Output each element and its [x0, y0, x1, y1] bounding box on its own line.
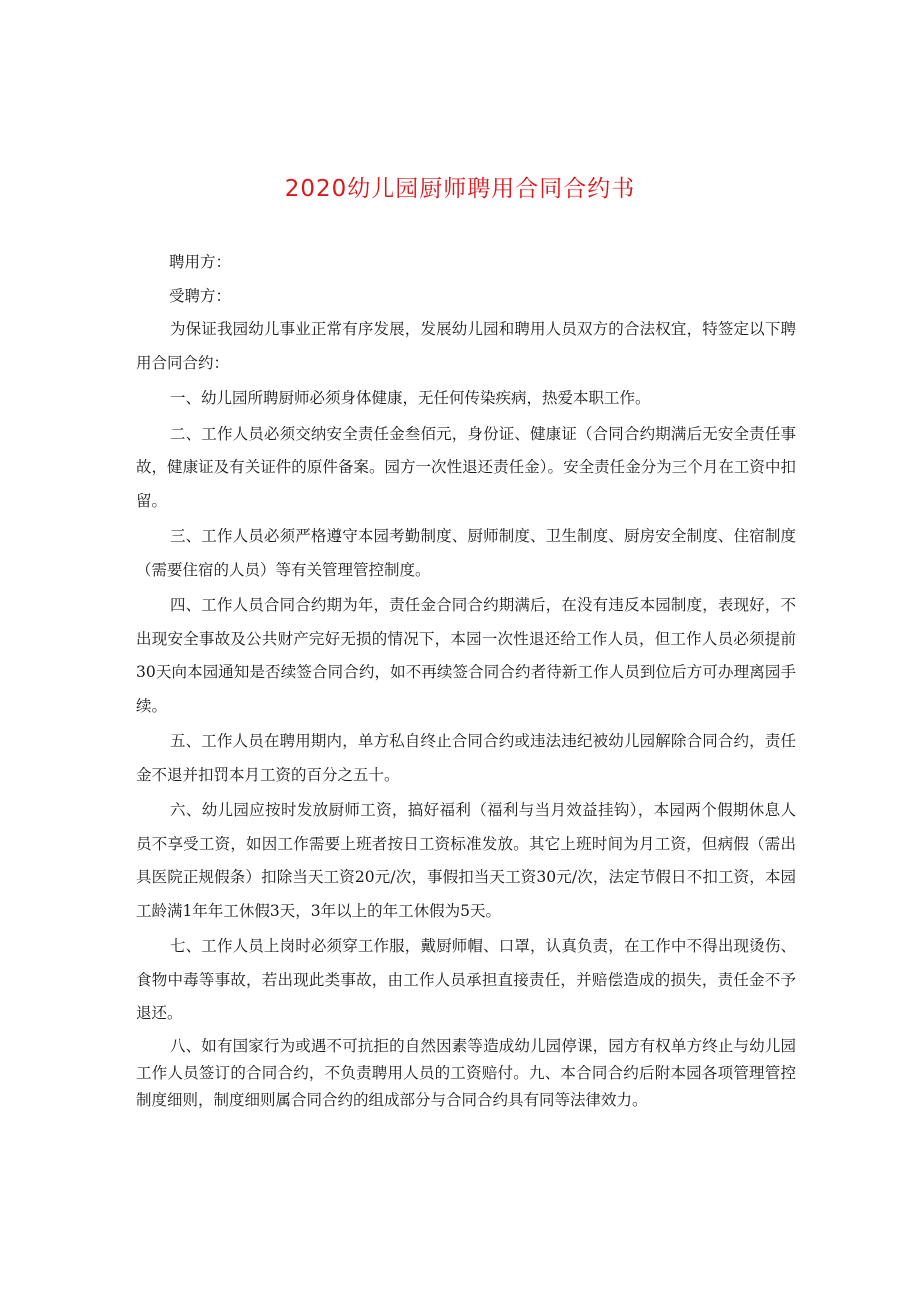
employer-label: 聘用方：: [169, 253, 232, 271]
clause-3: 三、工作人员必须严格遵守本园考勤制度、厨师制度、卫生制度、厨房安全制度、住宿制度（需要住宿的人员）等有关管理管控制度。: [136, 527, 796, 579]
clause-2: 二、工作人员必须交纳安全责任金叁佰元，身份证、健康证（合同合约期满后无安全责任事故，健康证及有关证件的原件备案。园方一次性退还责任金）。安全责任金分为三个月在工资中扣留。: [136, 424, 796, 510]
clause-8-9: 八、如有国家行为或遇不可抗拒的自然因素等造成幼儿园停课，园方有权单方终止与幼儿园工作人员签订的合同合约，不负责聘用人员的工资赔付。九、本合同合约后附本园各项管理管控制度细则，制度细则属合同合约的组成部分与合同合约具有同等法律效力。: [136, 1036, 796, 1109]
clause-6: 六、幼儿园应按时发放厨师工资，搞好福利（福利与当月效益挂钩），本园两个假期休息人员不享受工资，如因工作需要上班者按日工资标准发放。其它上班时间为月工资，但病假（需出具医院正规假条）扣除当天工资20元/次，事假扣当天工资30元/次，法定节假日不扣工资，本园工龄满1年年工休假3天，3年以上的年工休假为5天。: [136, 801, 796, 920]
clause-7: 七、工作人员上岗时必须穿工作服，戴厨师帽、口罩，认真负责，在工作中不得出现烫伤、食物中毒等事故，若出现此类事故，由工作人员承担直接责任，并赔偿造成的损失，责任金不予退还。: [136, 937, 796, 1022]
employee-label: 受聘方：: [169, 286, 232, 305]
clause-4: 四、工作人员合同合约期为年，责任金合同合约期满后，在没有违反本园制度，表现好，不出现安全事故及公共财产完好无损的情况下，本园一次性退还给工作人员，但工作人员必须提前30天向本园通知是否续签合同合约，如不再续签合同合约者待新工作人员到位后方可办理离园手续。: [136, 596, 796, 715]
clause-5: 五、工作人员在聘用期内，单方私自终止合同合约或违法违纪被幼儿园解除合同合约，责任金不退并扣罚本月工资的百分之五十。: [136, 732, 796, 784]
document-body: [136, 246, 796, 1114]
clause-1: 一、幼儿园所聘厨师必须身体健康，无任何传染疾病，热爱本职工作。: [170, 389, 651, 407]
intro-paragraph: 为保证我园幼儿事业正常有序发展，发展幼儿园和聘用人员双方的合法权宜，特签定以下聘用合同合约：: [136, 320, 796, 372]
document-title: 2020幼儿园厨师聘用合同合约书: [284, 176, 636, 202]
